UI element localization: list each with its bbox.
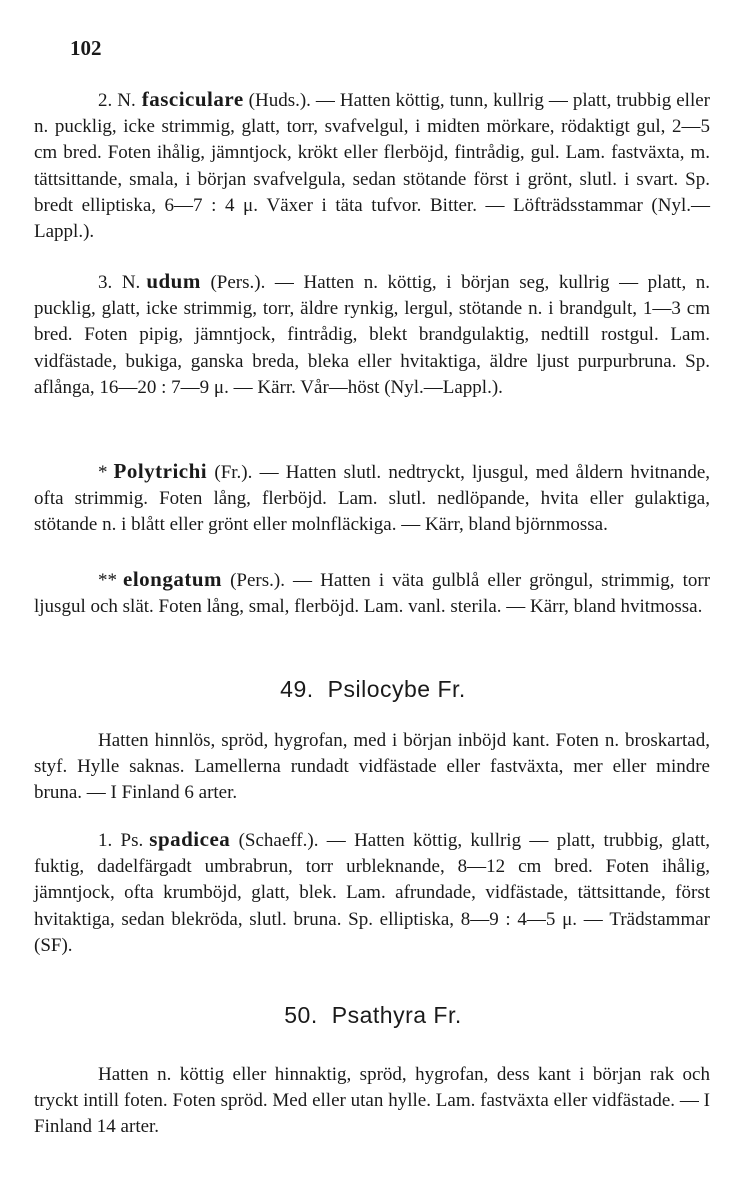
genus-description-psathyra (34, 1062, 710, 1141)
genus-name: Psilocybe Fr. (327, 676, 466, 702)
species-description: — Hatten i väta gulblå eller gröngul, strimmig, torr ljusgul och slät. Foten lång, smal, flerböjd. Lam. vanl. sterila. — Kärr, bland hvitmossa. (34, 570, 711, 618)
species-author: (Pers.). (230, 570, 285, 591)
genus-heading-psathyra (0, 1002, 746, 1029)
genus-name: Psathyra Fr. (331, 1002, 462, 1028)
genus-paragraph: Hatten n. köttig eller hinnaktig, spröd, hygrofan, dess kant i början rak och tryckt intill foten. Foten spröd. Med eller utan hylle. Lam. fastväxta eller vidfästade. — I Finland 14 arter. (34, 1064, 710, 1138)
species-name: elongatum (123, 567, 222, 591)
genus-description-psilocybe (34, 728, 710, 807)
entry-spadicea (34, 826, 710, 959)
genus-heading-psilocybe (0, 676, 746, 703)
entry-paragraph (34, 566, 710, 620)
genus-paragraph: Hatten hinnlös, spröd, hygrofan, med i början inböjd kant. Foten n. broskartad, styf. Hylle saknas. Lamellerna rundadt vidfästade eller fastväxta, mer eller mindre bruna. — I Finland 6 arter. (34, 730, 710, 804)
species-description: — Hatten köttig, tunn, kullrig — platt, trubbig eller n. pucklig, icke strimmig, glatt, torr, svafvelgul, i midten mörkare, rödaktigt gul, 2—5 cm bred. Foten ihålig, jämntjock, krökt eller flerböjd, fintrådig, gul. Lam. fastväxta, m. tättsittande, smala, i början svafvelgula, sedan stötande först i grönt, slutl. i svart. Sp. bredt elliptiska, 6—7 : 4 μ. Växer i täta tufvor. Bitter. — Löfträdsstammar (Nyl.—Lappl.). (34, 90, 710, 243)
entry-number: 1. Ps. (98, 830, 144, 851)
entry-elongatum (34, 566, 710, 620)
species-author: (Pers.). (210, 272, 266, 293)
entry-paragraph (34, 86, 710, 245)
genus-number: 50. (284, 1002, 318, 1028)
species-author: (Schaeff.). (238, 830, 319, 851)
species-name: spadicea (149, 827, 231, 851)
species-description: — Hatten n. köttig, i början seg, kullrig — platt, n. pucklig, glatt, icke strimmig, torr, äldre rynkig, lergul, stötande n. i brandgult, 1—3 cm bred. Foten pipig, jämntjock, fintrådig, blekt brandgulaktig, nedtill rostgul. Lam. vidfästade, bukiga, ganska breda, bleka eller hvitaktiga, äldre ljust purpurbruna. Sp. aflånga, 16—20 : 7—9 μ. — Kärr. Vår—höst (Nyl.—Lappl.). (34, 272, 711, 398)
species-author: (Fr.). (214, 462, 253, 483)
species-author: (Huds.). (248, 90, 311, 111)
entry-paragraph (34, 458, 710, 539)
species-description: — Hatten köttig, kullrig — platt, trubbig, glatt, fuktig, dadelfärgadt umbrabrun, torr urbleknande, 8—12 cm bred. Foten ihålig, jämntjock, ofta krumböjd, glatt, blek. Lam. afrundade, vidfästade, tättsittande, först hvitaktiga, sedan blekröda, slutl. bruna. Sp. elliptiska, 8—9 : 4—5 μ. — Trädstammar (SF). (34, 830, 711, 956)
genus-number: 49. (280, 676, 314, 702)
entry-paragraph (34, 268, 710, 401)
species-name: Polytrichi (113, 459, 208, 483)
entry-number: 3. N. (98, 272, 141, 293)
entry-marker: * (98, 462, 108, 483)
entry-udum (34, 268, 710, 401)
entry-marker: ** (98, 570, 117, 591)
page-number: 102 (70, 36, 102, 60)
species-name: udum (146, 269, 201, 293)
entry-polytrichi (34, 458, 710, 539)
entry-paragraph (34, 826, 710, 959)
entry-fasciculare (34, 86, 710, 245)
entry-number: 2. N. (98, 90, 136, 111)
species-description: — Hatten slutl. nedtryckt, ljusgul, med åldern hvitnande, ofta strimmig. Foten lång, flerböjd. Lam. slutl. nedlöpande, hvita eller gulaktiga, stötande n. i blått eller grönt eller molnfläckiga. — Kärr, bland björnmossa. (34, 462, 711, 536)
species-name: fasciculare (141, 87, 244, 111)
